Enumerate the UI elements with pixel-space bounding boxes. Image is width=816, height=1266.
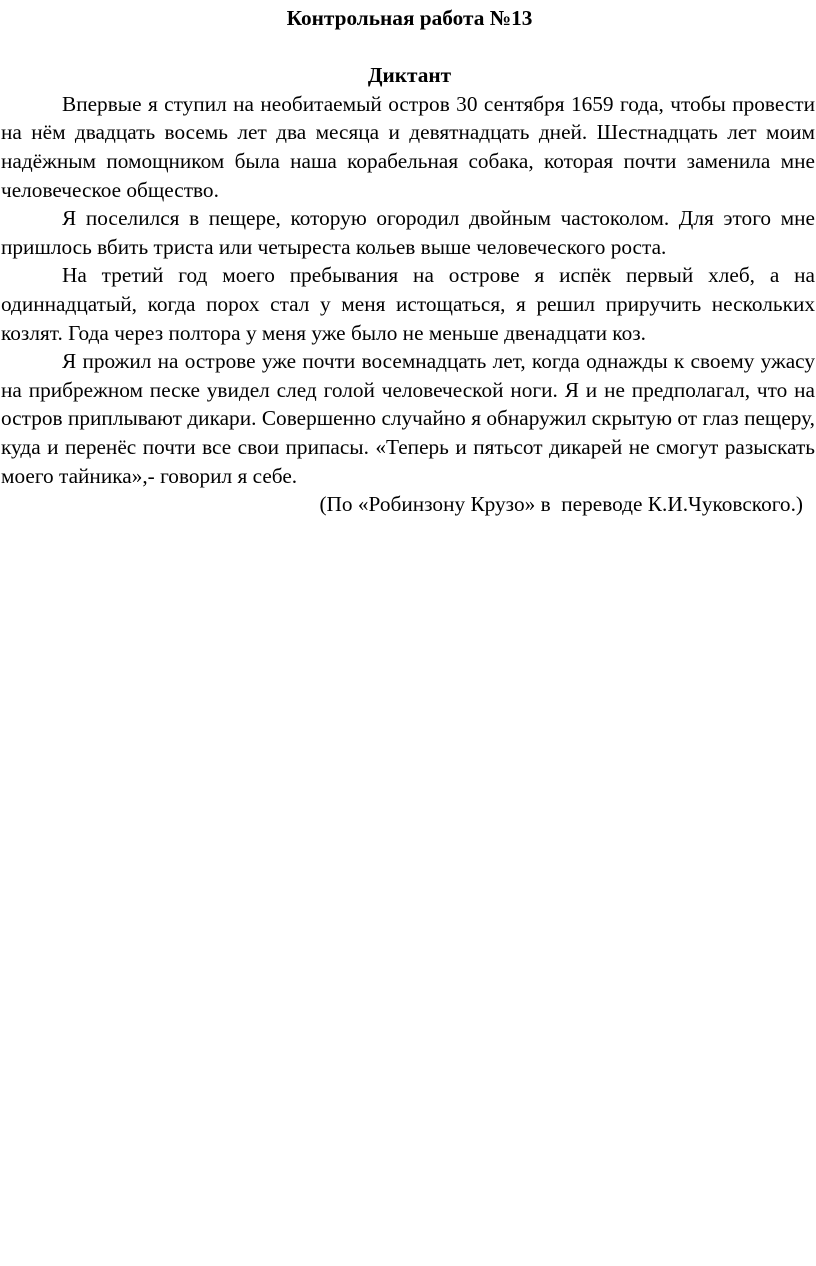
paragraph-3: На третий год моего пребывания на острове я испёк первый хлеб, а на одиннадцатый, когда порох стал у меня истощаться, я решил приручить нескольких козлят. Года через полтора у меня уже было не меньше двенадцати коз. xyxy=(1,263,815,345)
document-title: Контрольная работа №13 xyxy=(286,6,533,30)
blank-line xyxy=(1,33,815,62)
paragraph-2: Я поселился в пещере, которую огородил двойным частоколом. Для этого мне пришлось вбить триста или четыреста кольев выше человеческого роста. xyxy=(1,206,815,259)
dictation-heading: Диктант xyxy=(367,63,452,88)
paragraph-4: Я прожил на острове уже почти восемнадцать лет, когда однажды к своему ужасу на прибрежном песке увидел след голой человеческой ноги. Я и не предполагал, что на остров приплывают дикари. Совершенно случайно я обнаружил скрытую от глаз пещеру, куда и перенёс почти все свои припасы. «Теперь и пятьсот дикарей не смогут разыскать моего тайника»,- говорил я себе. xyxy=(1,349,815,488)
document-content xyxy=(1,4,815,519)
source-attribution: (По «Робинзону Крузо» в переводе К.И.Чуковского.) xyxy=(319,492,803,517)
paragraph-1: Впервые я ступил на необитаемый остров 30 сентября 1659 года, чтобы провести на нём двадцать восемь лет два месяца и девятнадцать дней. Шестнадцать лет моим надёжным помощником была наша корабельная собака, которая почти заменила мне человеческое общество. xyxy=(1,91,815,202)
